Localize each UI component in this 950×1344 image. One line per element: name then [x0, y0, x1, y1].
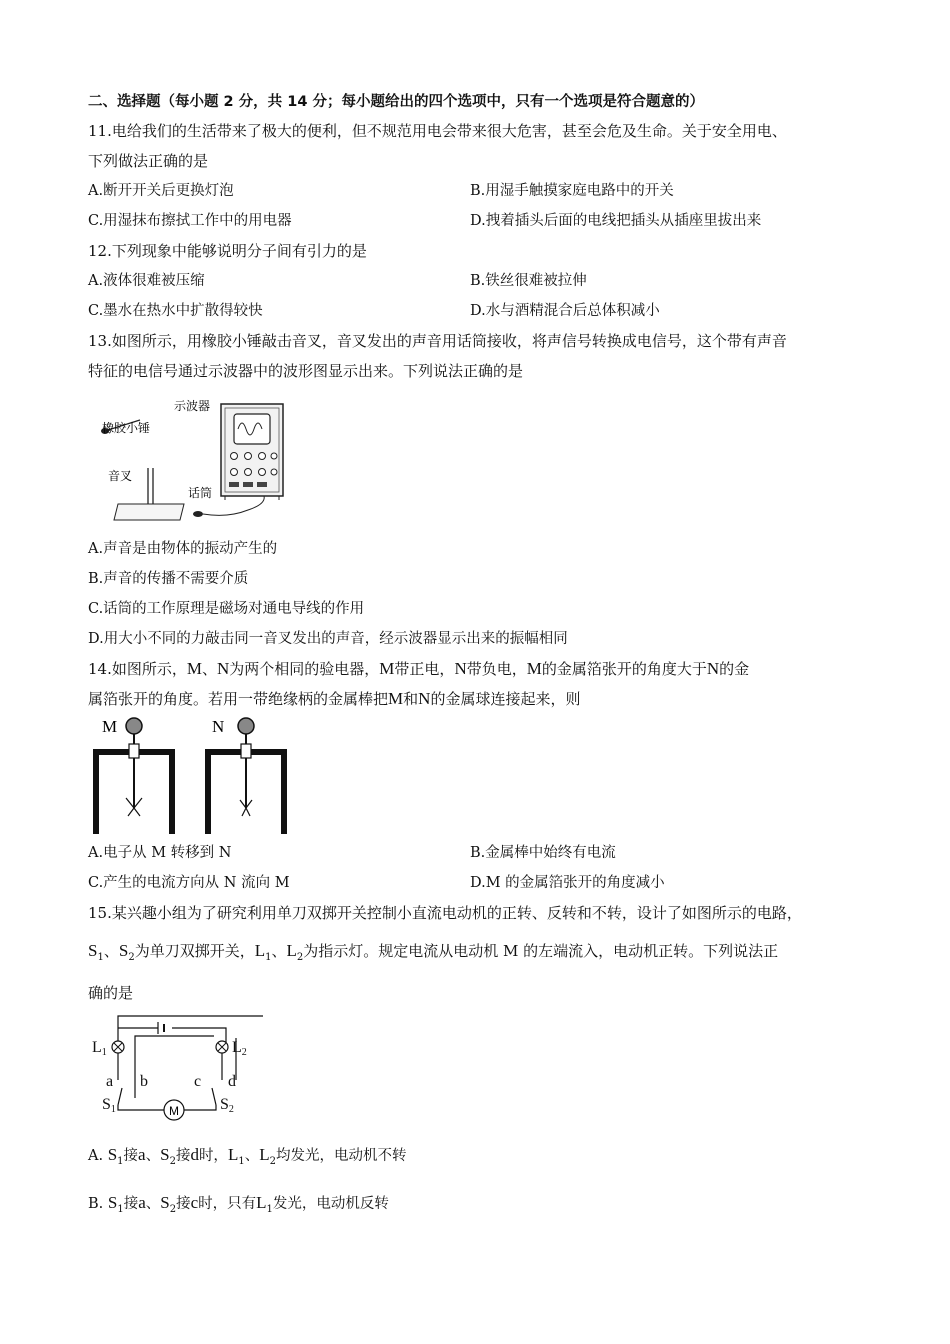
q15-circuit-diagram: [88, 1010, 263, 1125]
section-header: 二、选择题（每小题 2 分，共 14 分；每小题给出的四个选项中，只有一个选项是符合题意的）: [88, 94, 704, 110]
q15-text: 为单刀双掷开关，: [134, 942, 255, 960]
fork-label: 音叉: [108, 469, 133, 483]
l1-label: [92, 1039, 107, 1058]
q14-text: 的金属箔张开的角度大于: [541, 660, 707, 678]
q11-stem-line1: 11.电给我们的生活带来了极大的便利，但不规范用电会带来很大危害，甚至会危及生命。关于安全用电、: [88, 122, 787, 140]
q15-text: 接: [123, 1196, 139, 1212]
q13-figure: [88, 392, 288, 530]
symbol-s: S: [88, 941, 98, 960]
symbol-l: L: [254, 941, 266, 960]
symbol-a: a: [138, 1193, 146, 1212]
q14-stem-line1: [88, 659, 749, 679]
l2-letter: L: [232, 1039, 242, 1056]
q14-figure: [92, 712, 292, 836]
symbol-m: M: [388, 689, 404, 708]
symbol-a: a: [138, 1145, 146, 1164]
q15-text: A.: [88, 1148, 108, 1164]
q13-stem-line2: 特征的电信号通过示波器中的波形图显示出来。下列说法正确的是: [88, 362, 524, 380]
subscript: 2: [169, 1155, 176, 1167]
lamp-l2-icon: [216, 1041, 228, 1053]
q13-option-a: A.声音是由物体的振动产生的: [88, 541, 278, 557]
terminal-d-label: d: [228, 1073, 236, 1090]
hammer-label: 橡胶小锤: [102, 421, 151, 435]
symbol-s: S: [160, 1193, 170, 1212]
q15-text: 、: [271, 942, 287, 960]
q12-option-c: C.墨水在热水中扩散得较快: [88, 303, 263, 319]
q12-option-b: B.铁丝很难被拉伸: [470, 273, 587, 289]
q11-option-a: A.断开开关后更换灯泡: [88, 183, 234, 199]
q15-text: 、: [244, 1148, 260, 1164]
q13-option-b: B.声音的传播不需要介质: [88, 571, 249, 587]
q14-text: 为两个相同的验电器，: [229, 660, 380, 678]
q14-text: 属箔张开的角度。若用一带绝缘柄的金属棒把: [88, 690, 389, 708]
subscript: 1: [238, 1155, 245, 1167]
s2-letter: S: [220, 1096, 229, 1113]
q15-text: 、: [145, 1196, 161, 1212]
q14-option-a: A.电子从 M 转移到 N: [88, 845, 232, 861]
q15-text: 为指示灯。规定电流从电动机 M 的左端流入，电动机正转。下列说法正: [303, 942, 779, 960]
subscript: 1: [97, 952, 104, 963]
symbol-m: M: [379, 659, 395, 678]
l1-subscript: 1: [101, 1047, 107, 1058]
lamp-l1-icon: [112, 1041, 124, 1053]
symbol-c: c: [190, 1193, 199, 1212]
q15-option-b: [88, 1193, 389, 1220]
oscilloscope-label: 示波器: [174, 399, 211, 413]
q14-option-c: C.产生的电流方向从 N 流向 M: [88, 875, 290, 891]
symbol-n: N: [706, 659, 720, 678]
terminal-b-label: b: [140, 1073, 148, 1090]
q14-text: 、: [201, 660, 217, 678]
q15-text: 接: [123, 1148, 139, 1164]
q15-text: 时，: [198, 1148, 228, 1164]
symbol-n: N: [454, 659, 467, 678]
q15-text: 接: [176, 1196, 191, 1212]
s1-subscript: 1: [110, 1104, 116, 1115]
q14-text: 的金: [719, 660, 750, 678]
terminal-a-label: a: [106, 1073, 114, 1090]
q13-option-c: C.话筒的工作原理是磁场对通电导线的作用: [88, 601, 365, 617]
q13-stem-line1: 13.如图所示，用橡胶小锤敲击音叉，音叉发出的声音用话筒接收，将声信号转换成电信号，这个带有声音: [88, 332, 787, 350]
q15-option-a: [88, 1145, 406, 1172]
oscilloscope-device: [221, 404, 283, 500]
s1-label: [102, 1096, 116, 1115]
symbol-s: S: [118, 941, 129, 960]
q15-stem-line2: [88, 941, 778, 968]
symbol-d: d: [190, 1145, 199, 1164]
symbol-l: L: [256, 1193, 267, 1212]
q11-stem-line2: 下列做法正确的是: [88, 152, 209, 170]
subscript: 2: [169, 1203, 177, 1215]
subscript: 1: [117, 1203, 124, 1215]
q14-text: 14.如图所示，: [88, 660, 187, 678]
l2-subscript: 2: [241, 1047, 247, 1058]
q14-option-d: D.M 的金属箔张开的角度减小: [470, 875, 665, 891]
q15-text: 接: [175, 1148, 191, 1164]
q14-option-b: B.金属棒中始终有电流: [470, 845, 616, 861]
q15-text: 均发光，电动机不转: [275, 1148, 407, 1164]
q14-text: 带负电，: [466, 660, 527, 678]
q11-option-c: C.用湿抹布擦拭工作中的用电器: [88, 213, 292, 229]
subscript: 2: [269, 1155, 276, 1167]
circuit-wires: [118, 1016, 263, 1110]
electroscope-m-label: M: [102, 717, 118, 736]
q15-text: 、: [103, 942, 119, 960]
subscript: 2: [128, 952, 135, 963]
q12-option-a: A.液体很难被压缩: [88, 273, 205, 289]
motor-label: M: [169, 1104, 179, 1118]
electroscope-n-label: N: [212, 717, 225, 736]
q11-option-d: D.拽着插头后面的电线把插头从插座里拔出来: [470, 213, 762, 229]
symbol-l: L: [259, 1145, 270, 1164]
s2-label: [220, 1096, 234, 1115]
terminal-c-label: c: [194, 1073, 202, 1090]
symbol-s: S: [160, 1145, 170, 1164]
subscript: 1: [265, 952, 272, 963]
l2-label: [232, 1039, 247, 1058]
s2-subscript: 2: [228, 1104, 234, 1115]
symbol-m: M: [186, 659, 202, 678]
q15-text: 、: [145, 1148, 161, 1164]
symbol-s: S: [107, 1193, 118, 1212]
q14-text: 带正电，: [394, 660, 455, 678]
q13-option-d: D.用大小不同的力敲击同一音叉发出的声音，经示波器显示出来的振幅相同: [88, 631, 568, 647]
q14-text: 和: [403, 690, 419, 708]
q14-stem-line2: [88, 689, 580, 709]
mic-label: 话筒: [188, 486, 213, 500]
q12-stem: 12.下列现象中能够说明分子间有引力的是: [88, 242, 367, 260]
q12-option-d: D.水与酒精混合后总体积减小: [470, 303, 660, 319]
symbol-l: L: [286, 941, 297, 960]
q15-text: B.: [88, 1196, 108, 1212]
symbol-m: M: [526, 659, 542, 678]
symbol-s: S: [107, 1145, 118, 1164]
q11-option-b: B.用湿手触摸家庭电路中的开关: [470, 183, 674, 199]
q15-text: 发光，电动机反转: [272, 1196, 389, 1212]
subscript: 1: [117, 1155, 124, 1167]
q15-stem-line3: 确的是: [88, 984, 134, 1002]
q15-stem-line1: 15.某兴趣小组为了研究利用单刀双掷开关控制小直流电动机的正转、反转和不转，设计了如图所示的电路，: [88, 904, 802, 922]
l1-letter: L: [92, 1039, 102, 1056]
symbol-n: N: [217, 659, 230, 678]
subscript: 2: [296, 952, 304, 963]
subscript: 1: [266, 1203, 273, 1215]
q15-text: 时，只有: [198, 1196, 257, 1212]
symbol-l: L: [227, 1145, 239, 1164]
s1-letter: S: [102, 1096, 111, 1113]
q14-text: 的金属球连接起来，则: [430, 690, 581, 708]
symbol-n: N: [418, 689, 431, 708]
